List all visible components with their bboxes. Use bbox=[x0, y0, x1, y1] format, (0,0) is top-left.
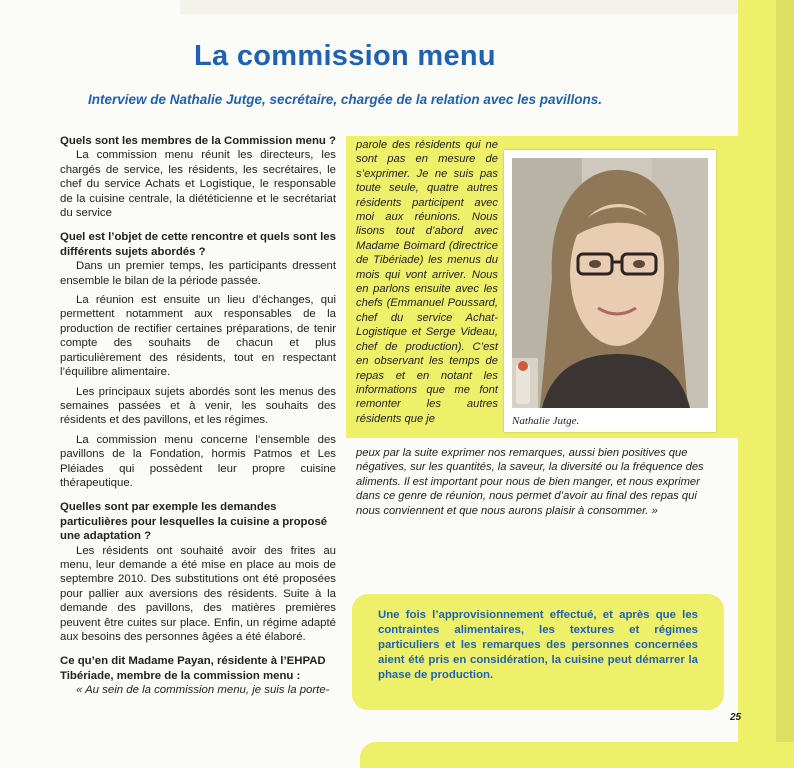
question-4: Ce qu’en dit Madame Payan, résidente à l’EHPAD Tibériade, membre de la commission menu : bbox=[60, 655, 326, 682]
quote-end-text: peux par la suite exprimer nos remarques, aussi bien positives que négatives, sur les quantités, la saveur, la diversité ou la fréquence des aliments. Il est important pour nous de bien manger, et nous exprimer dans ce genre de réunion, nous permet d’avoir au final des repas qui nous conviennent et que nous aurons plaisir à consommer. » bbox=[356, 447, 704, 517]
page-spine bbox=[776, 0, 794, 768]
page-subtitle: Interview de Nathalie Jutge, secrétaire, chargée de la relation avec les pavillons. bbox=[88, 92, 602, 107]
answer-3: Les résidents ont souhaité avoir des frites au menu, leur demande a été mise en place au mois de septembre 2010. Des substitutions ont été proposées pour pallier aux aversions des résidents. Suite à la demande des pavillons, des matières premières peuvent être cuites sur place. Enfin, un régime adapté aux besoins des personnes âgées a été élaboré. bbox=[60, 544, 336, 643]
highlight-text: Une fois l’approvisionnement effectué, et après que les contraintes alimentaires, les textures et régimes particuliers et les remarques des personnes concernées aient été pris en considération, la cuisine peut démarrer la phase de production. bbox=[378, 609, 698, 681]
quote-end bbox=[356, 446, 720, 518]
bottom-yellow-band bbox=[360, 742, 794, 768]
page-title: La commission menu bbox=[194, 40, 496, 72]
question-3: Quelles sont par exemple les demandes particulières pour lesquelles la cuisine a proposé une adaptation ? bbox=[60, 501, 328, 543]
portrait-illustration bbox=[512, 158, 708, 408]
page-number: 25 bbox=[730, 712, 742, 723]
answer-2-paragraph-4: La commission menu concerne l’ensemble des pavillons de la Fondation, hormis Patmos et Les Pléiades qui possèdent leur propre cuisine thérapeutique. bbox=[60, 433, 336, 489]
answer-2-paragraph-1: Dans un premier temps, les participants dressent ensemble le bilan de la période passée. bbox=[60, 260, 336, 287]
portrait-photo-frame bbox=[504, 150, 716, 432]
question-1: Quels sont les membres de la Commission menu ? bbox=[60, 135, 336, 147]
portrait-photo bbox=[512, 158, 708, 408]
answer-1: La commission menu réunit les directeurs, les chargés de service, les résidents, les secrétaires, le chef du service Achats et Logistique, le responsable de la cuisine centrale, la diététicienne et le secrétariat du service bbox=[60, 149, 336, 220]
quote-start: « Au sein de la commission menu, je suis la porte- bbox=[76, 684, 330, 697]
question-2: Quel est l’objet de cette rencontre et quels sont les différents sujets abordés ? bbox=[60, 231, 336, 258]
answer-2-paragraph-2: La réunion est ensuite un lieu d’échanges, qui permettent notamment aux responsables de la production de rectifier certaines préparations, de tenir compte des souhaits de chacun et plus particulièrement des résidents, tout en respectant l’équilibre alimentaire. bbox=[60, 294, 336, 379]
left-column bbox=[60, 134, 336, 703]
quote-continued bbox=[356, 138, 498, 426]
background-strip bbox=[180, 0, 738, 14]
answer-2-paragraph-3: Les principaux sujets abordés sont les menus des semaines passées et à venir, les souhaits des résidents et des pavillons, et les régimes. bbox=[60, 385, 336, 427]
quote-continued-text: parole des résidents qui ne sont pas en mesure de s’exprimer. Je ne suis pas toute seule, quatre autres résidents participent avec moi aux réunions. Nous lisons tout d’abord avec Madame Boimard (directrice de Tibériade) les menus du mois qui vont arriver. Nous en parlons ensuite avec les chefs (Emmanuel Poussard, chef du service Achat-Logistique et Serge Videau, chef de production). C’est en observant les temps de repas et en notant les informations que me font remonter les autres résidents que je bbox=[356, 139, 498, 425]
highlight-box bbox=[352, 594, 724, 710]
photo-caption: Nathalie Jutge. bbox=[512, 415, 580, 427]
